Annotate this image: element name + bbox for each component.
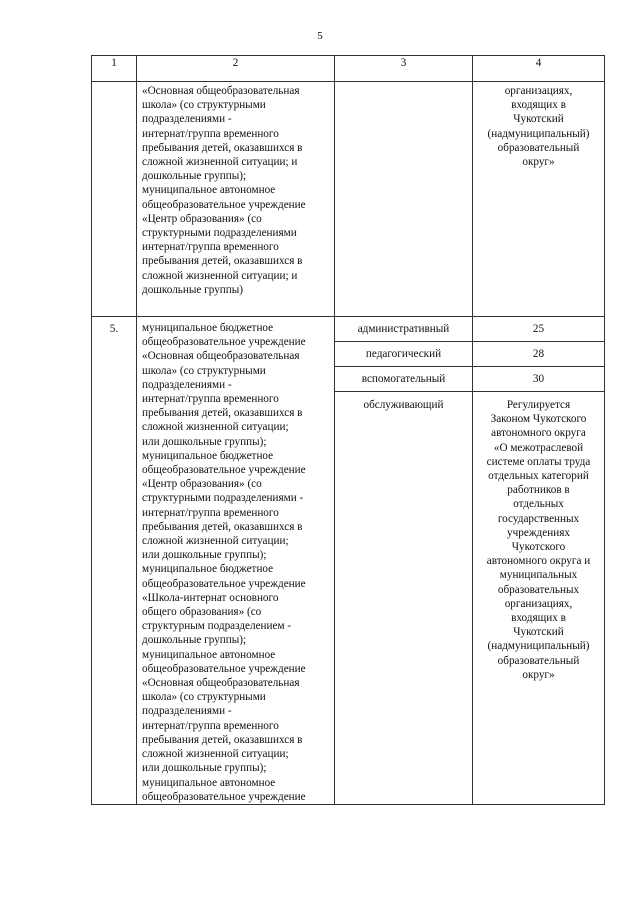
page-number: 5 [317, 30, 323, 42]
category-pedagogical: педагогический [335, 342, 473, 367]
norm-cell: организациях, входящих в Чукотский (надмуниципальный) образовательный округ» [473, 82, 605, 317]
category-administrative: административный [335, 317, 473, 342]
row-number-empty [92, 82, 137, 317]
institutions-cell: «Основная общеобразовательная школа» (со структурными подразделениями - интернат/группа временного пребывания детей, оказавшихся в сложной жизненной ситуации; и дошкольные группы); муниципальное автономное общеобразовательное учреждение «Центр образования» (со структурными подразделениями интернат/группа временного пребывания детей, оказавшихся в сложной жизненной ситуации; и дошкольные группы) [137, 82, 335, 317]
header-col-4: 4 [473, 56, 605, 82]
table-row-5 [92, 317, 605, 342]
table-header-row [92, 56, 605, 82]
category-service: обслуживающий [335, 392, 473, 805]
value-service: Регулируется Законом Чукотского автономного округа «О межотраслевой системе оплаты труда отдельных категорий работников в отдельных государственных учреждениях Чукотского автономного округа и муниципальных образовательных организациях, входящих в Чукотский (надмуниципальный) образовательный округ» [473, 392, 605, 805]
value-administrative: 25 [473, 317, 605, 342]
value-auxiliary: 30 [473, 367, 605, 392]
header-col-1: 1 [92, 56, 137, 82]
row-number: 5. [92, 317, 137, 805]
category-auxiliary: вспомогательный [335, 367, 473, 392]
table-row-continuation [92, 82, 605, 317]
institutions-cell: муниципальное бюджетное общеобразовательное учреждение «Основная общеобразовательная школа» (со структурными подразделениями - интернат/группа временного пребывания детей, оказавшихся в сложной жизненной ситуации; или дошкольные группы); муниципальное бюджетное общеобразовательное учреждение «Центр образования» (со структурными подразделениями - интернат/группа временного пребывания детей, оказавшихся в сложной жизненной ситуации; или дошкольные группы); муниципальное бюджетное общеобразовательное учреждение «Школа-интернат основного общего образования» (со структурным подразделением - дошкольные группы); муниципальное автономное общеобразовательное учреждение «Основная общеобразовательная школа» (со структурными подразделениями - интернат/группа временного пребывания детей, оказавшихся в сложной жизненной ситуации; или дошкольные группы); муниципальное автономное общеобразовательное учреждение [137, 317, 335, 805]
category-empty [335, 82, 473, 317]
value-pedagogical: 28 [473, 342, 605, 367]
header-col-2: 2 [137, 56, 335, 82]
staff-ratio-table [91, 55, 605, 805]
header-col-3: 3 [335, 56, 473, 82]
